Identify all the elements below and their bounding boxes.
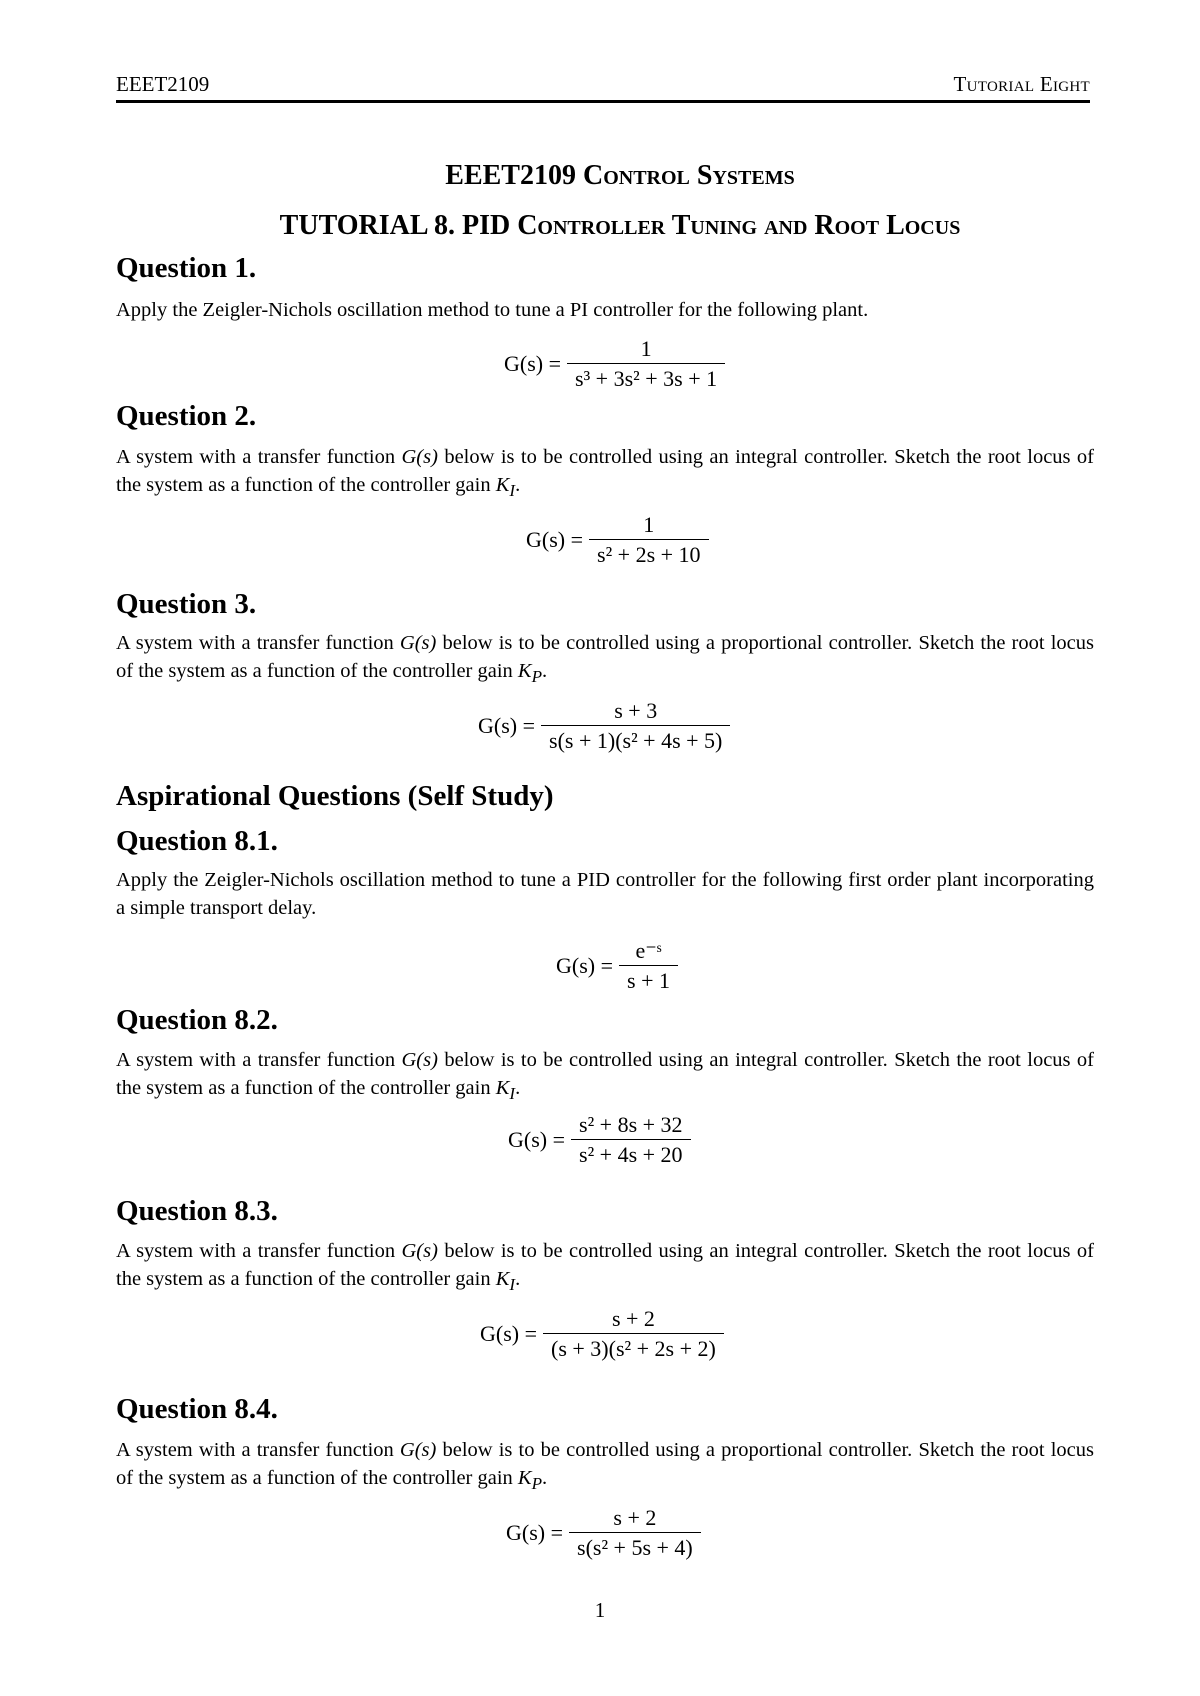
equation-numerator: s + 2	[613, 1505, 657, 1530]
text-segment: .	[542, 660, 548, 682]
equation-lhs: G(s) =	[478, 713, 536, 738]
text-segment: .	[515, 1268, 521, 1290]
question-3-heading: Question 3.	[116, 588, 257, 620]
question-8-4-heading: Question 8.4.	[116, 1393, 278, 1425]
equation-denominator: s(s² + 5s + 4)	[569, 1532, 701, 1561]
equation-lhs: G(s) =	[556, 953, 614, 978]
question-8-3-equation	[480, 1306, 724, 1362]
gain-subscript: I	[509, 1275, 516, 1295]
header-tutorial-label: Tutorial Eight	[953, 72, 1090, 96]
equation-fraction	[589, 512, 709, 568]
gain-symbol: K	[517, 1467, 532, 1489]
question-8-1-equation	[556, 938, 678, 994]
transfer-function-symbol: G(s)	[399, 632, 437, 654]
question-1-heading: Question 1.	[116, 252, 257, 284]
equation-numerator: s² + 8s + 32	[579, 1112, 683, 1137]
equation-fraction	[569, 1505, 701, 1561]
question-8-4-equation	[506, 1505, 701, 1561]
equation-denominator: s² + 4s + 20	[571, 1139, 691, 1168]
text-segment: below is to be controlled using a proportional controller. Sketch the root locus of the system as a function of the controller gain	[116, 1439, 1094, 1489]
text-segment: .	[515, 474, 521, 496]
question-8-2-text	[116, 1046, 1094, 1108]
gain-subscript: I	[509, 1084, 516, 1104]
transfer-function-symbol: G(s)	[401, 1049, 438, 1071]
gain-symbol: K	[517, 660, 532, 682]
question-2-text	[116, 443, 1094, 505]
question-8-3-heading: Question 8.3.	[116, 1195, 278, 1227]
gain-subscript: I	[509, 481, 516, 501]
question-8-4-text	[116, 1436, 1094, 1498]
page-title: EEET2109 Control Systems	[445, 160, 795, 191]
text-segment: A system with a transfer function	[116, 1439, 400, 1461]
header-course-code: EEET2109	[116, 72, 210, 96]
equation-denominator: s(s + 1)(s² + 4s + 5)	[541, 725, 730, 754]
text-segment: below is to be controlled using an integral controller. Sketch the root locus of the system as a function of the controller gain	[116, 446, 1095, 496]
question-1-text: Apply the Zeigler-Nichols oscillation method to tune a PI controller for the following plant.	[116, 299, 869, 321]
equation-denominator: s + 1	[619, 965, 678, 994]
equation-numerator: e⁻ˢ	[635, 938, 662, 963]
text-segment: A system with a transfer function	[116, 1240, 402, 1262]
transfer-function-symbol: G(s)	[401, 446, 438, 468]
equation-denominator: s² + 2s + 10	[589, 539, 709, 568]
gain-symbol: K	[495, 474, 510, 496]
equation-denominator: s³ + 3s² + 3s + 1	[567, 363, 725, 392]
question-8-1-text: Apply the Zeigler-Nichols oscillation method to tune a PID controller for the following first order plant incorporating a simple transport delay.	[116, 869, 1094, 919]
question-2-equation	[526, 512, 709, 568]
gain-symbol: K	[495, 1268, 510, 1290]
question-3-equation	[478, 698, 730, 754]
aspirational-heading: Aspirational Questions (Self Study)	[116, 780, 554, 812]
equation-lhs: G(s) =	[480, 1321, 538, 1346]
equation-numerator: 1	[643, 512, 655, 537]
gain-subscript: P	[531, 667, 543, 687]
question-2-heading: Question 2.	[116, 400, 257, 432]
question-8-2-heading: Question 8.2.	[116, 1004, 278, 1036]
equation-lhs: G(s) =	[526, 527, 584, 552]
text-segment: A system with a transfer function	[116, 1049, 402, 1071]
equation-fraction	[619, 938, 678, 994]
gain-subscript: P	[531, 1474, 543, 1494]
equation-fraction	[567, 336, 725, 392]
text-segment: below is to be controlled using a proportional controller. Sketch the root locus of the system as a function of the controller gain	[116, 632, 1094, 682]
question-8-2-equation	[508, 1112, 691, 1168]
equation-denominator: (s + 3)(s² + 2s + 2)	[543, 1333, 724, 1362]
text-segment: A system with a transfer function	[116, 446, 402, 468]
question-3-text	[116, 629, 1094, 691]
header-rule	[116, 100, 1090, 103]
equation-numerator: 1	[640, 336, 652, 361]
question-8-1-heading: Question 8.1.	[116, 825, 278, 857]
transfer-function-symbol: G(s)	[399, 1439, 437, 1461]
equation-lhs: G(s) =	[506, 1520, 564, 1545]
text-segment: .	[542, 1467, 548, 1489]
text-segment: below is to be controlled using an integral controller. Sketch the root locus of the system as a function of the controller gain	[116, 1049, 1095, 1099]
text-segment: below is to be controlled using an integral controller. Sketch the root locus of the system as a function of the controller gain	[116, 1240, 1095, 1290]
question-8-3-text	[116, 1237, 1094, 1299]
gain-symbol: K	[495, 1077, 510, 1099]
equation-fraction	[541, 698, 730, 754]
equation-fraction	[571, 1112, 691, 1168]
equation-numerator: s + 2	[611, 1306, 655, 1331]
text-segment: .	[515, 1077, 521, 1099]
page-subtitle: TUTORIAL 8. PID Controller Tuning and Root Locus	[279, 210, 961, 241]
equation-lhs: G(s) =	[504, 351, 562, 376]
question-1-equation	[504, 336, 725, 392]
transfer-function-symbol: G(s)	[401, 1240, 438, 1262]
equation-numerator: s + 3	[614, 698, 658, 723]
page-number: 1	[594, 1598, 606, 1622]
text-segment: A system with a transfer function	[116, 632, 400, 654]
equation-fraction	[543, 1306, 724, 1362]
equation-lhs: G(s) =	[508, 1127, 566, 1152]
